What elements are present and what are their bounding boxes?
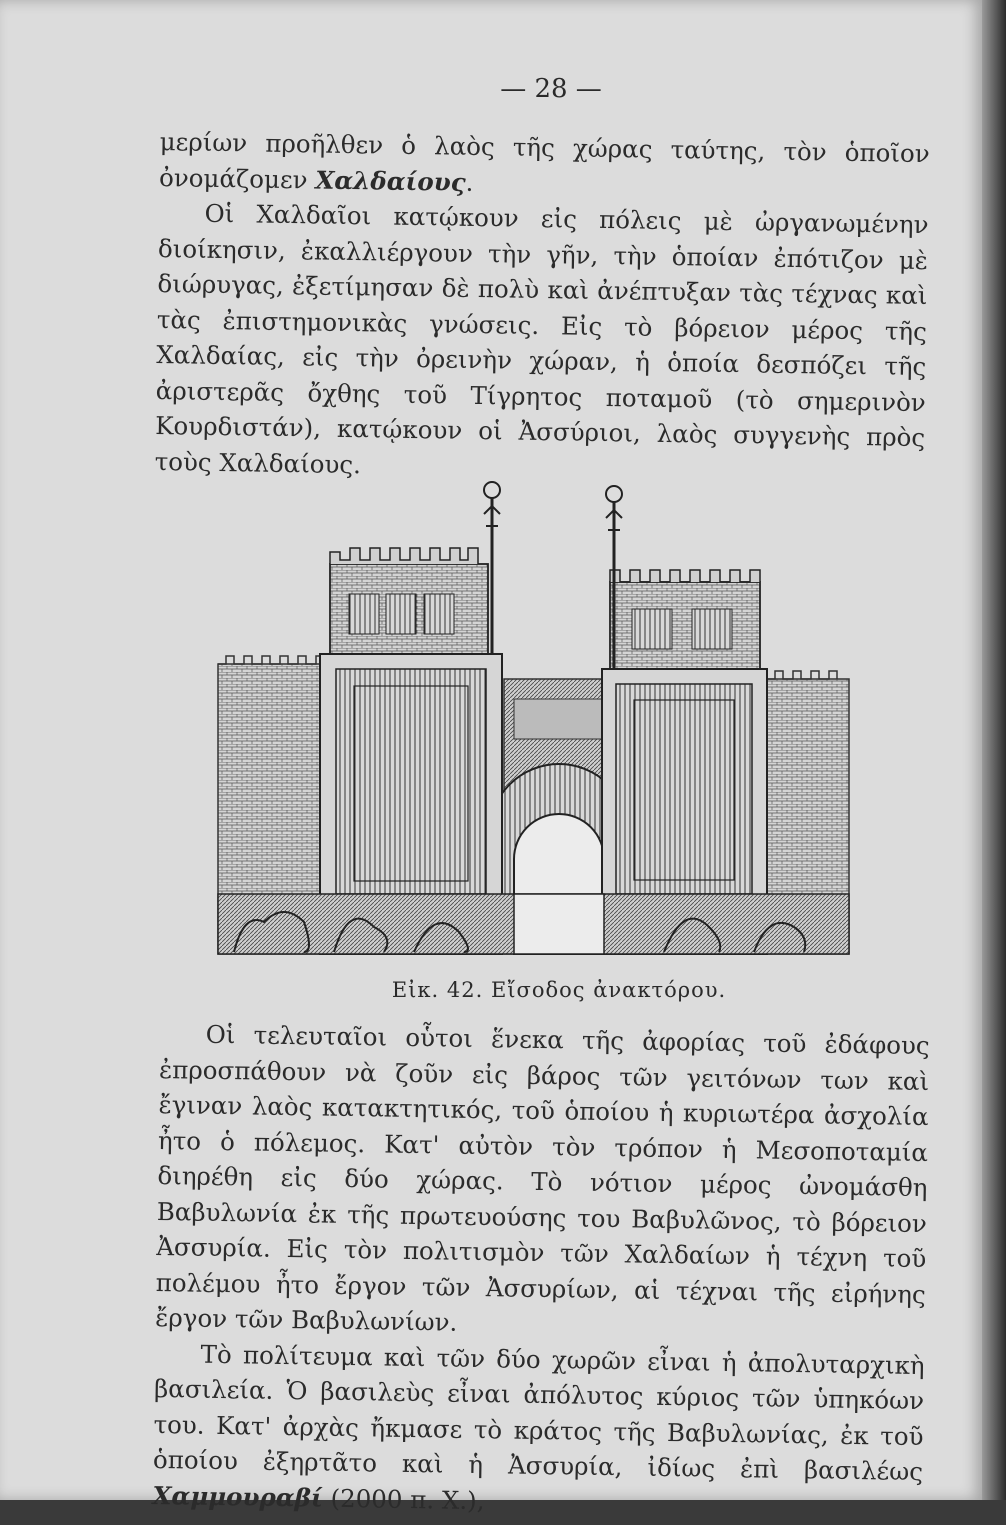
figure-caption: Εἰκ. 42. Εἴσοδος ἀνακτόρου. <box>391 978 727 1002</box>
left-tower <box>320 548 502 954</box>
palace-entrance-illustration <box>214 474 854 974</box>
paragraph-2: Οἱ Χαλδαῖοι κατῴκουν εἰς πόλεις μὲ ὠργανωμένην διοίκησιν, ἐκαλλιέργουν τὴν γῆν, τὴν ὁποίαν ἐπότιζον μὲ διώρυγας, ἐξετίμησαν δὲ πολὺ καὶ ἀνέπτυξαν τὰς τέχνας καὶ τὰς ἐπιστημονικὰς γνώσεις. Εἰς τὸ βόρειον μέρος τῆς Χαλδαίας, εἰς τὴν ὀρεινὴν χώραν, ἡ ὁποία δεσπόζει τῆς ἀριστερᾶς ὄχθης τοῦ Τίγρητος ποταμοῦ (τὸ σημερινὸν Κουρδιστάν), κατῴκουν οἱ Ἀσσύριοι, λαὸς συγγενὴς πρὸς τοὺς Χαλδαίους. <box>154 198 929 479</box>
top-text-block <box>154 124 929 491</box>
page-number: — 28 — <box>500 74 602 104</box>
paragraph-4-text: Τὸ πολίτευμα καὶ τῶν δύο χωρῶν εἶναι ἡ ἀπολυταρχικὴ βασιλεία. Ὁ βασιλεὺς εἶναι ἀπόλυτος κύριος τῶν ὑπηκόων του. Κατ' ἀρχὰς ἤκμασε τὸ κράτος τῆς Βαβυλωνίας, ἐκ τοῦ ὁποίου ἐξηρτᾶτο καὶ ἡ Ἀσσυρία, ἰδίως ἐπὶ βασιλέως <box>152 1339 925 1487</box>
paragraph-4-end: (2000 π. Χ.), <box>322 1483 485 1515</box>
paragraph-1-end: . <box>465 167 474 197</box>
paragraph-3: Οἱ τελευταῖοι οὗτοι ἕνεκα τῆς ἀφορίας τοῦ ἐδάφους ἐπροσπάθουν νὰ ζοῦν εἰς βάρος τῶν γειτόνων των καὶ ἔγιναν λαὸς κατακτητικός, τοῦ ὁποίου ἡ κυριωτέρα ἀσχολία ἦτο ὁ πόλεμος. Κατ' αὐτὸν τὸν τρόπον ἡ Μεσοποταμία διηρέθη εἰς δύο χώρας. Τὸ νότιον μέρος ὠνομάσθη Βαβυλωνία ἐκ τῆς πρωτευούσης του Βαβυλῶνος, τὸ βόρειον Ἀσσυρία. Εἰς τὸν πολιτισμὸν τῶν Χαλδαίων ἡ τέχνη τοῦ πολέμου ἦτο ἔργον τῶν Ἀσσυρίων, αἱ τέχναι τῆς εἰρήνης ἔργον τῶν Βαβυλωνίων. <box>155 1019 930 1337</box>
emphasis-chaldeans: Χαλδαίους <box>315 164 466 197</box>
page-edge-shadow <box>982 0 1006 1500</box>
paragraph-1-text: μερίων προῆλθεν ὁ λαὸς τῆς χώρας ταύτης, τὸν ὁποῖον ὀνομάζομεν <box>158 126 930 194</box>
emphasis-hammurabi: Χαμμουραβί <box>152 1480 324 1513</box>
paragraph-4 <box>152 1335 925 1525</box>
bottom-text-block <box>152 1016 930 1525</box>
relief-frieze <box>218 894 849 954</box>
paragraph-1 <box>159 124 930 207</box>
standards-poles <box>484 482 622 669</box>
